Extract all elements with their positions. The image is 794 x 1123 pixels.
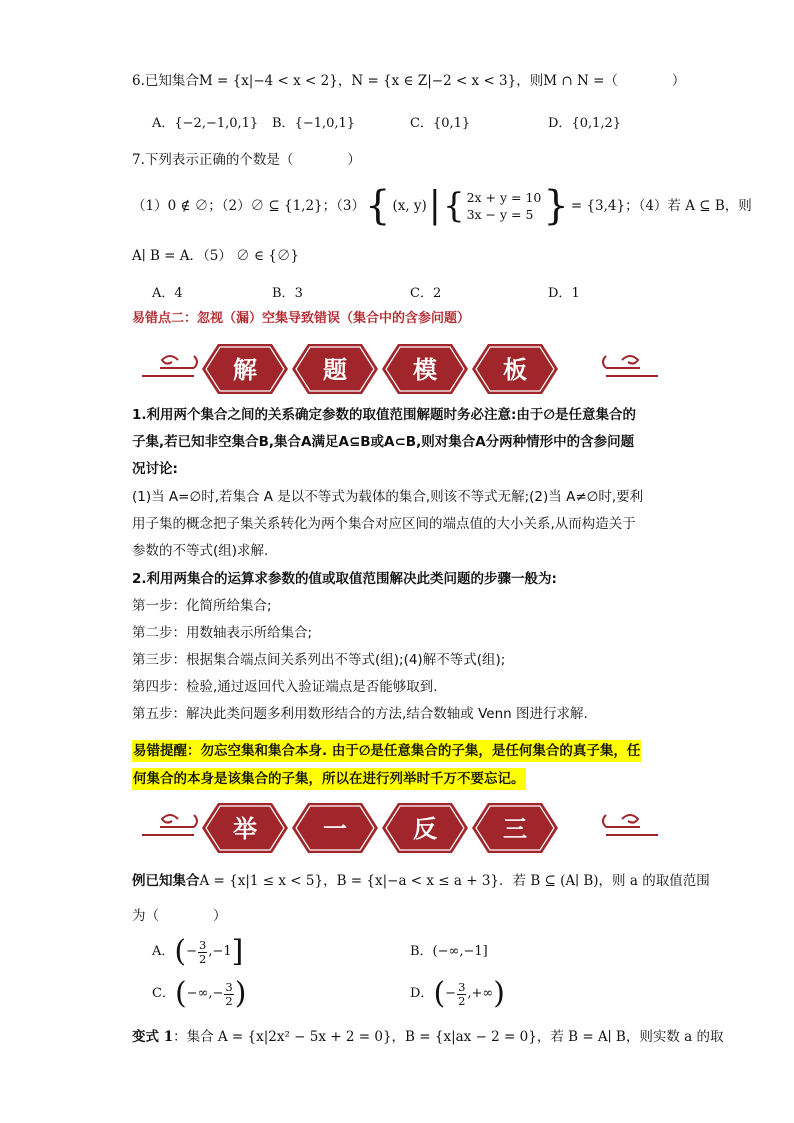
template-step2: 第二步：用数轴表示所给集合;: [132, 625, 313, 641]
banner2-left-ornament: [142, 815, 197, 835]
banner-solution-template: [140, 340, 660, 398]
variant-text: ：集合 A = {x|2x² − 5x + 2 = 0}，B = {x|ax − 2 = 0}，若 B = A∣ B，则实数 a 的取: [173, 1029, 724, 1045]
banner-left-ornament: [142, 356, 197, 376]
q7-option-c: C．2: [410, 286, 442, 301]
q6-ask: ，则M ∩ N =（ ）: [516, 73, 686, 89]
q7-sys-row2: 3x − y = 5: [466, 207, 534, 222]
q6-option-b: B．{−1,0,1}: [272, 116, 356, 131]
banner2-char-2: 一: [323, 815, 347, 843]
banner2-char-4: 三: [503, 815, 527, 843]
template-p1-line1: (1)当 A=∅时,若集合 A 是以不等式为载体的集合,则该不等式无解;(2)当 A≠∅时,要利: [132, 489, 644, 505]
q7-line1: [132, 183, 752, 229]
banner1-char-4: 板: [503, 356, 527, 384]
template-step4: 第四步：检验,通过返回代入验证端点是否能够取到.: [132, 679, 438, 695]
q6-prefix: 6.已知集合: [132, 73, 199, 89]
example-separator: ，: [323, 873, 337, 889]
reminder-line2: 何集合的本身是该集合的子集，所以在进行列举时千万不要忘记。: [132, 768, 526, 790]
q7-stem: 7.下列表示正确的个数是（ ）: [132, 152, 361, 168]
template-step5: 第五步：解决此类问题多利用数形结合的方法,结合数轴或 Venn 图进行求解.: [132, 706, 588, 722]
example-set-b: B = {x|−a < x ≤ a + 3}: [336, 873, 500, 889]
template-h1-line1: 1.利用两个集合之间的关系确定参数的取值范围解题时务必注意:由于∅是任意集合的: [132, 407, 636, 423]
example-option-c: C． ( −∞,− $\frac{3}{2}$ ): [152, 976, 247, 1011]
q6-option-a: A．{−2,−1,0,1}: [152, 116, 259, 131]
q7-sys-row1: 2x + y = 10: [466, 190, 542, 205]
banner-right-ornament: [603, 356, 658, 376]
q6-option-c: C．{0,1}: [410, 116, 471, 131]
q6-option-d: D．{0,1,2}: [548, 116, 622, 131]
example-prefix: 例已知集合: [132, 873, 200, 889]
q7-option-b: B．3: [272, 286, 303, 301]
q7-sys-right: = {3,4}；（4）若 A ⊆ B，则: [570, 198, 752, 214]
example-option-b: B．(−∞,−1]: [410, 944, 488, 959]
q7-part1: （1）0 ∉ ∅；（2）∅ ⊆ {1,2}；（3）: [132, 198, 365, 214]
template-p1-line3: 参数的不等式(组)求解.: [132, 543, 269, 559]
q7-option-a: A．4: [152, 286, 183, 301]
q6-set-m: M = {x|−4 < x < 2}: [198, 73, 338, 89]
example-option-a: A． ( − $\frac{3}{2}$ ,−1 ]: [152, 934, 244, 969]
example-line1: [132, 871, 710, 891]
example-option-d: D． ( − $\frac{3}{2}$ ,+∞ ): [410, 976, 505, 1011]
banner1-char-3: 模: [413, 356, 437, 384]
variant-1: [132, 1027, 723, 1047]
q7-sys-left: (x, y): [392, 198, 427, 214]
q6-set-n: N = {x ∈ Z|−2 < x < 3}: [351, 73, 517, 89]
example-condition: ．若 B ⊆ (A∣ B)，则 a 的取值范围: [499, 873, 710, 889]
variant-label: 变式 1: [132, 1029, 174, 1045]
q6-separator: ，: [337, 73, 352, 89]
banner1-char-1: 解: [233, 356, 257, 384]
q7-option-d: D．1: [548, 286, 580, 301]
q7-system: { (x, y) | { 2x + y = 10 3x − y = 5 }: [364, 183, 569, 229]
template-h2: 2.利用两集合的运算求参数的值或取值范围解决此类问题的步骤一般为:: [132, 571, 557, 587]
template-h1-line3: 况讨论:: [132, 461, 178, 477]
banner-practice: [140, 799, 660, 857]
example-set-a: A = {x|1 ≤ x < 5}: [199, 873, 324, 889]
q6-stem: [132, 71, 685, 91]
q7-line2: A∣ B = A．（5） ∅ ∈ {∅}: [132, 248, 299, 264]
example-line2: 为（ ）: [132, 908, 227, 924]
template-step1: 第一步：化简所给集合;: [132, 598, 272, 614]
template-step3: 第三步：根据集合端点间关系列出不等式(组);(4)解不等式(组);: [132, 652, 506, 668]
template-h1-line2: 子集,若已知非空集合B,集合A满足A⊆B或A⊂B,则对集合A分两种情形中的含参问题: [132, 434, 635, 450]
banner2-right-ornament: [603, 815, 658, 835]
banner2-char-3: 反: [413, 815, 437, 843]
template-p1-line2: 用子集的概念把子集关系转化为两个集合对应区间的端点值的大小关系,从而构造关于: [132, 516, 636, 532]
reminder-line1: 易错提醒：勿忘空集和集合本身. 由于∅是任意集合的子集，是任何集合的真子集，任: [132, 740, 641, 762]
pitfall-title: 易错点二：忽视（漏）空集导致错误（集合中的含参问题）: [132, 311, 471, 326]
banner2-char-1: 举: [233, 815, 257, 843]
banner1-char-2: 题: [323, 356, 347, 384]
